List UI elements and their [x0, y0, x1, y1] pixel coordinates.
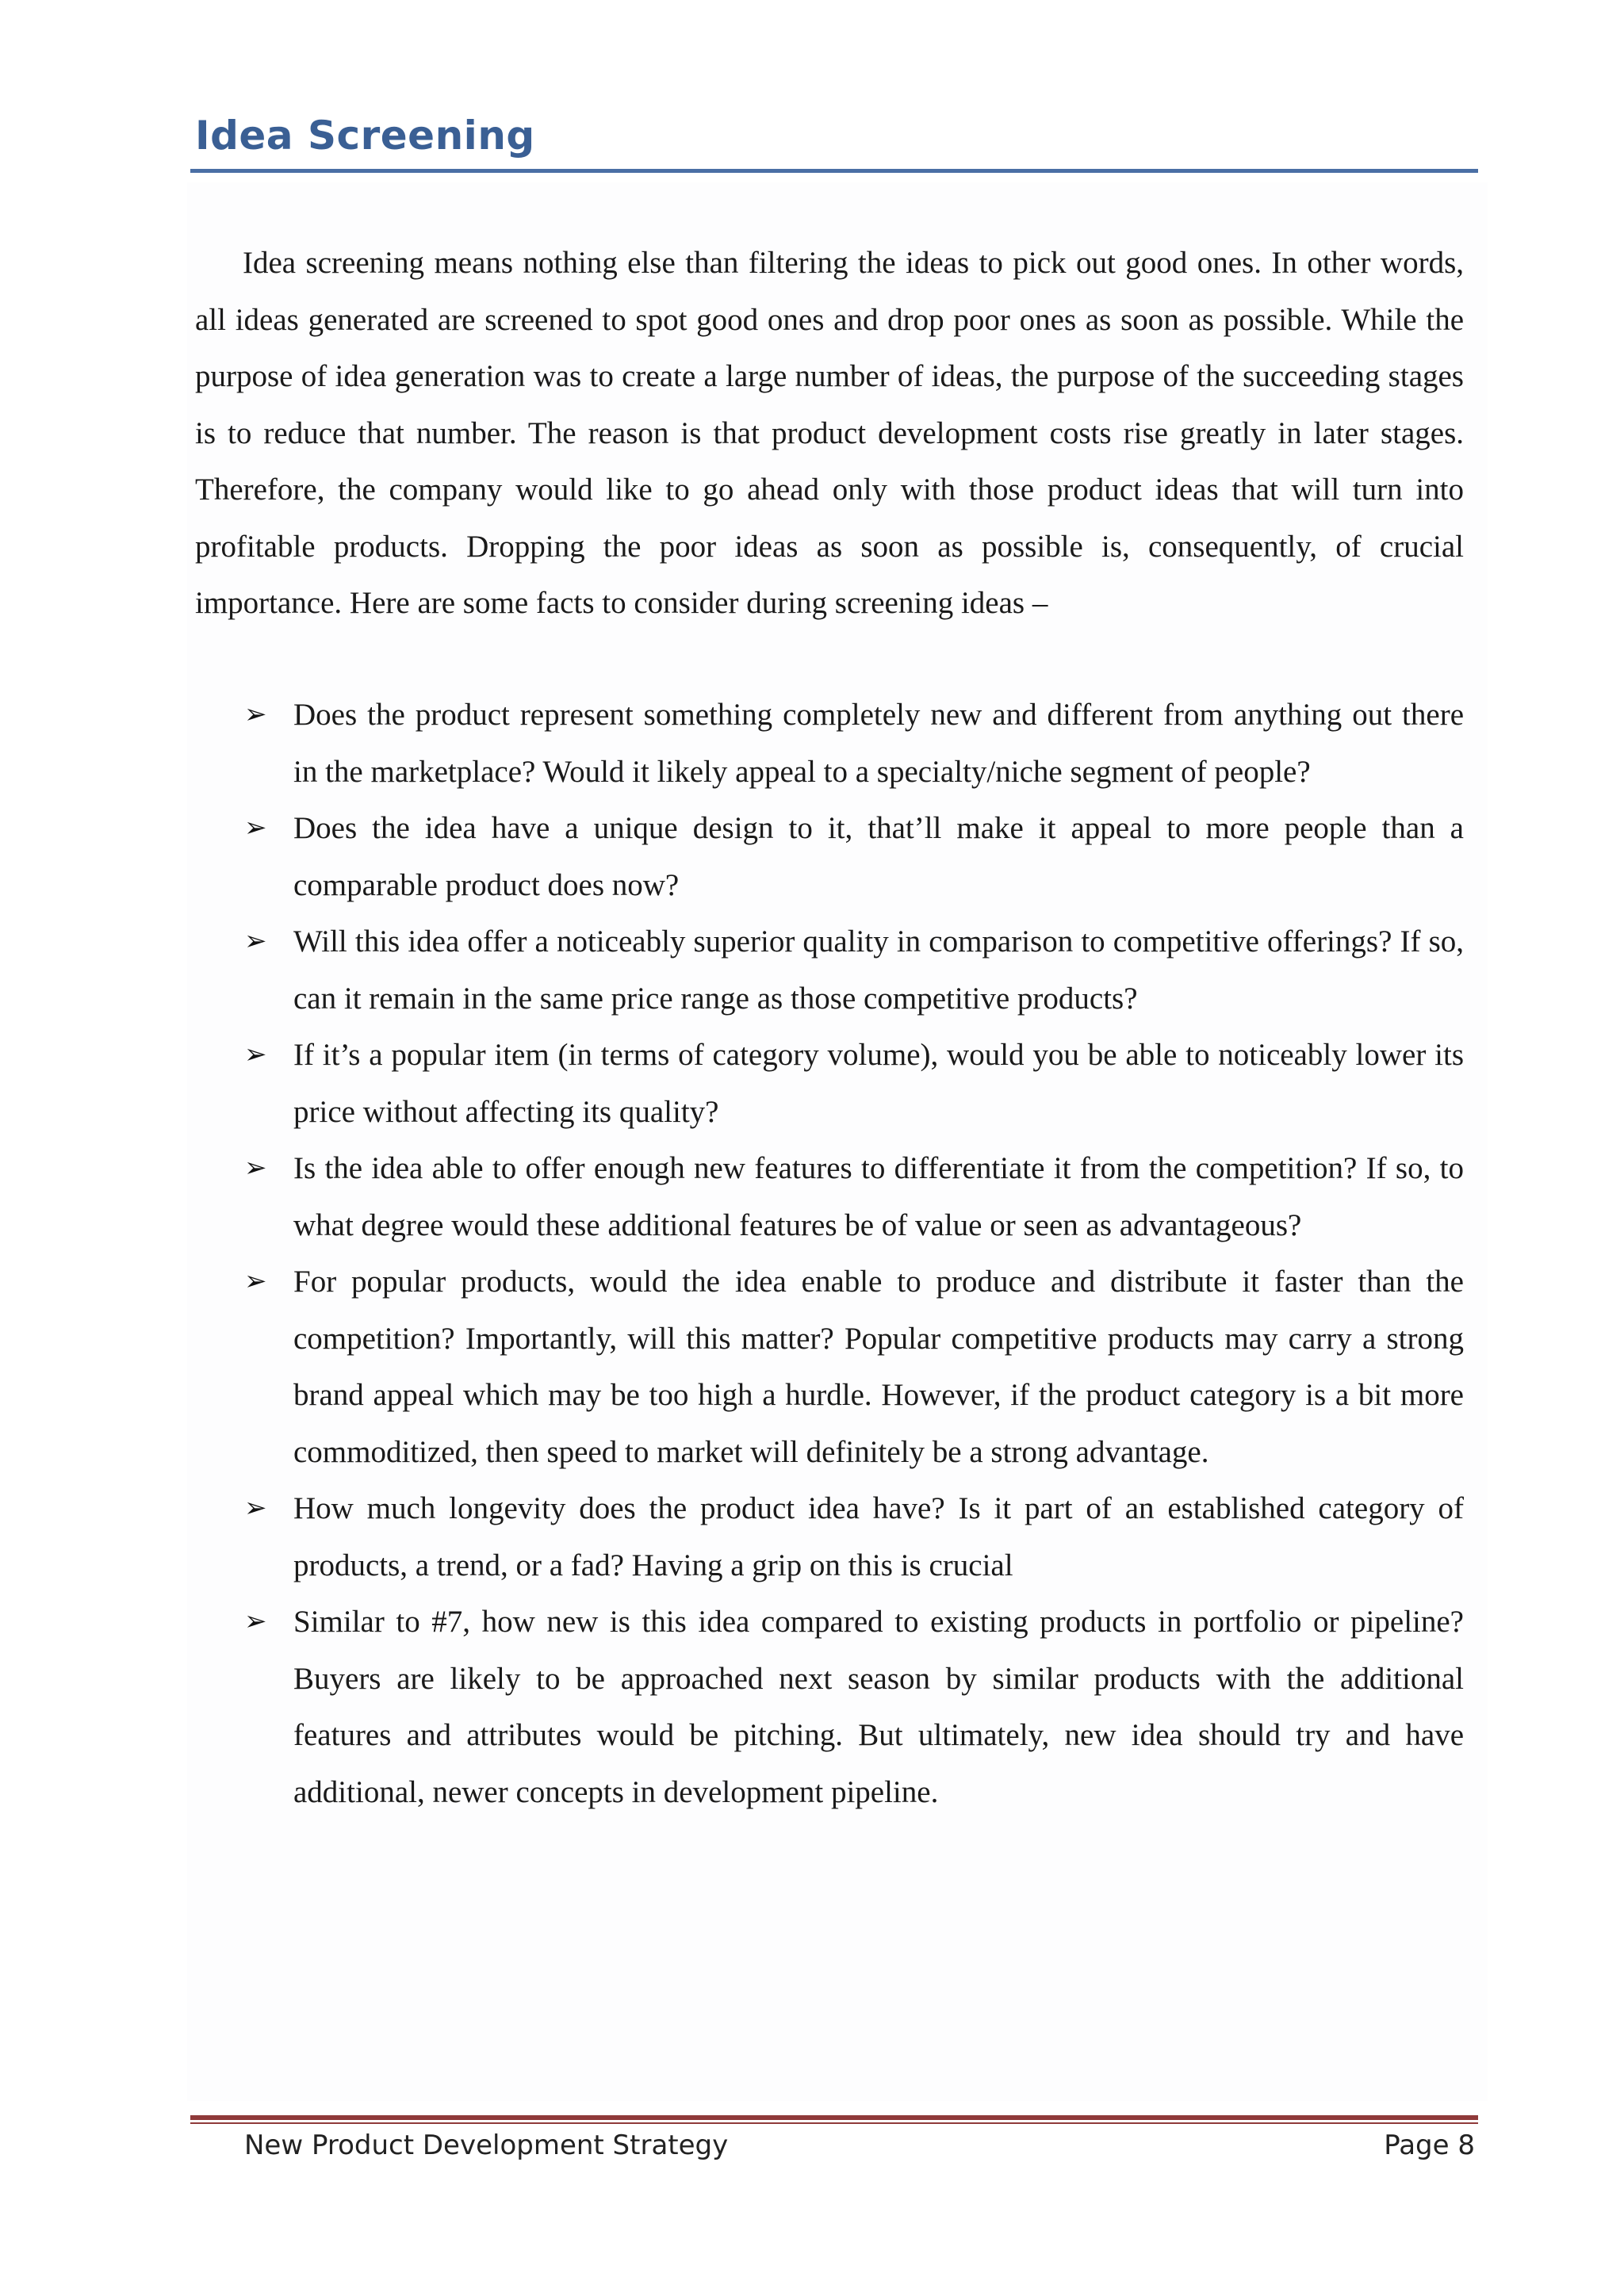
- list-item: [195, 913, 1464, 1027]
- footer-rule-thin: [190, 2122, 1478, 2124]
- list-item-text: Does the product represent something completely new and different from anything out there in the marketplace? Would it likely appeal to a specialty/niche segment of people?: [293, 698, 1464, 789]
- list-item: [195, 1140, 1464, 1253]
- list-item-text: If it’s a popular item (in terms of category volume), would you be able to noticeably lower its price without affecting its quality?: [293, 1038, 1464, 1129]
- list-item: [195, 1027, 1464, 1140]
- arrowhead-bullet-icon: ➢: [244, 1039, 267, 1070]
- section-heading: Idea Screening: [195, 113, 535, 159]
- screening-questions-list: [195, 687, 1464, 1820]
- footer-document-title: New Product Development Strategy: [244, 2130, 729, 2161]
- list-item: [195, 1594, 1464, 1820]
- arrowhead-bullet-icon: ➢: [244, 1265, 267, 1297]
- list-item: [195, 687, 1464, 800]
- list-item: [195, 1480, 1464, 1594]
- list-item-text: How much longevity does the product idea have? Is it part of an established category of products, a trend, or a fad? Having a grip on this is crucial: [293, 1491, 1464, 1582]
- list-item: [195, 800, 1464, 913]
- list-item-text: For popular products, would the idea enable to produce and distribute it faster than the competition? Importantly, will this matter? Popular competitive products may carry a strong brand appeal which may be too high a hurdle. However, if the product category is a bit more commoditized, then speed to market will definitely be a strong advantage.: [293, 1265, 1464, 1469]
- arrowhead-bullet-icon: ➢: [244, 925, 267, 957]
- arrowhead-bullet-icon: ➢: [244, 1492, 267, 1524]
- arrowhead-bullet-icon: ➢: [244, 1605, 267, 1637]
- list-item-text: Is the idea able to offer enough new features to differentiate it from the competition? If so, to what degree would these additional features be of value or seen as advantageous?: [293, 1151, 1464, 1242]
- footer-rule-thick: [190, 2115, 1478, 2120]
- arrowhead-bullet-icon: ➢: [244, 812, 267, 844]
- list-item: [195, 1253, 1464, 1480]
- list-item-text: Similar to #7, how new is this idea compared to existing products in portfolio or pipeline? Buyers are likely to be approached next season by similar products with the additional features and attributes would be pitching. But ultimately, new idea should try and have additional, newer concepts in development pipeline.: [293, 1605, 1464, 1809]
- footer-page-number: Page 8: [1384, 2130, 1475, 2161]
- heading-underline: [190, 169, 1478, 173]
- list-item-text: Does the idea have a unique design to it, that’ll make it appeal to more people than a comparable product does now?: [293, 811, 1464, 902]
- intro-paragraph: Idea screening means nothing else than filtering the ideas to pick out good ones. In other words, all ideas generated are screened to spot good ones and drop poor ones as soon as possible. While the purpose of idea generation was to create a large number of ideas, the purpose of the succeeding stages is to reduce that number. The reason is that product development costs rise greatly in later stages. Therefore, the company would like to go ahead only with those product ideas that will turn into profitable products. Dropping the poor ideas as soon as possible is, consequently, of crucial importance. Here are some facts to consider during screening ideas –: [195, 246, 1464, 620]
- arrowhead-bullet-icon: ➢: [244, 698, 267, 730]
- arrowhead-bullet-icon: ➢: [244, 1152, 267, 1184]
- list-item-text: Will this idea offer a noticeably superior quality in comparison to competitive offerings? If so, can it remain in the same price range as those competitive products?: [293, 924, 1464, 1016]
